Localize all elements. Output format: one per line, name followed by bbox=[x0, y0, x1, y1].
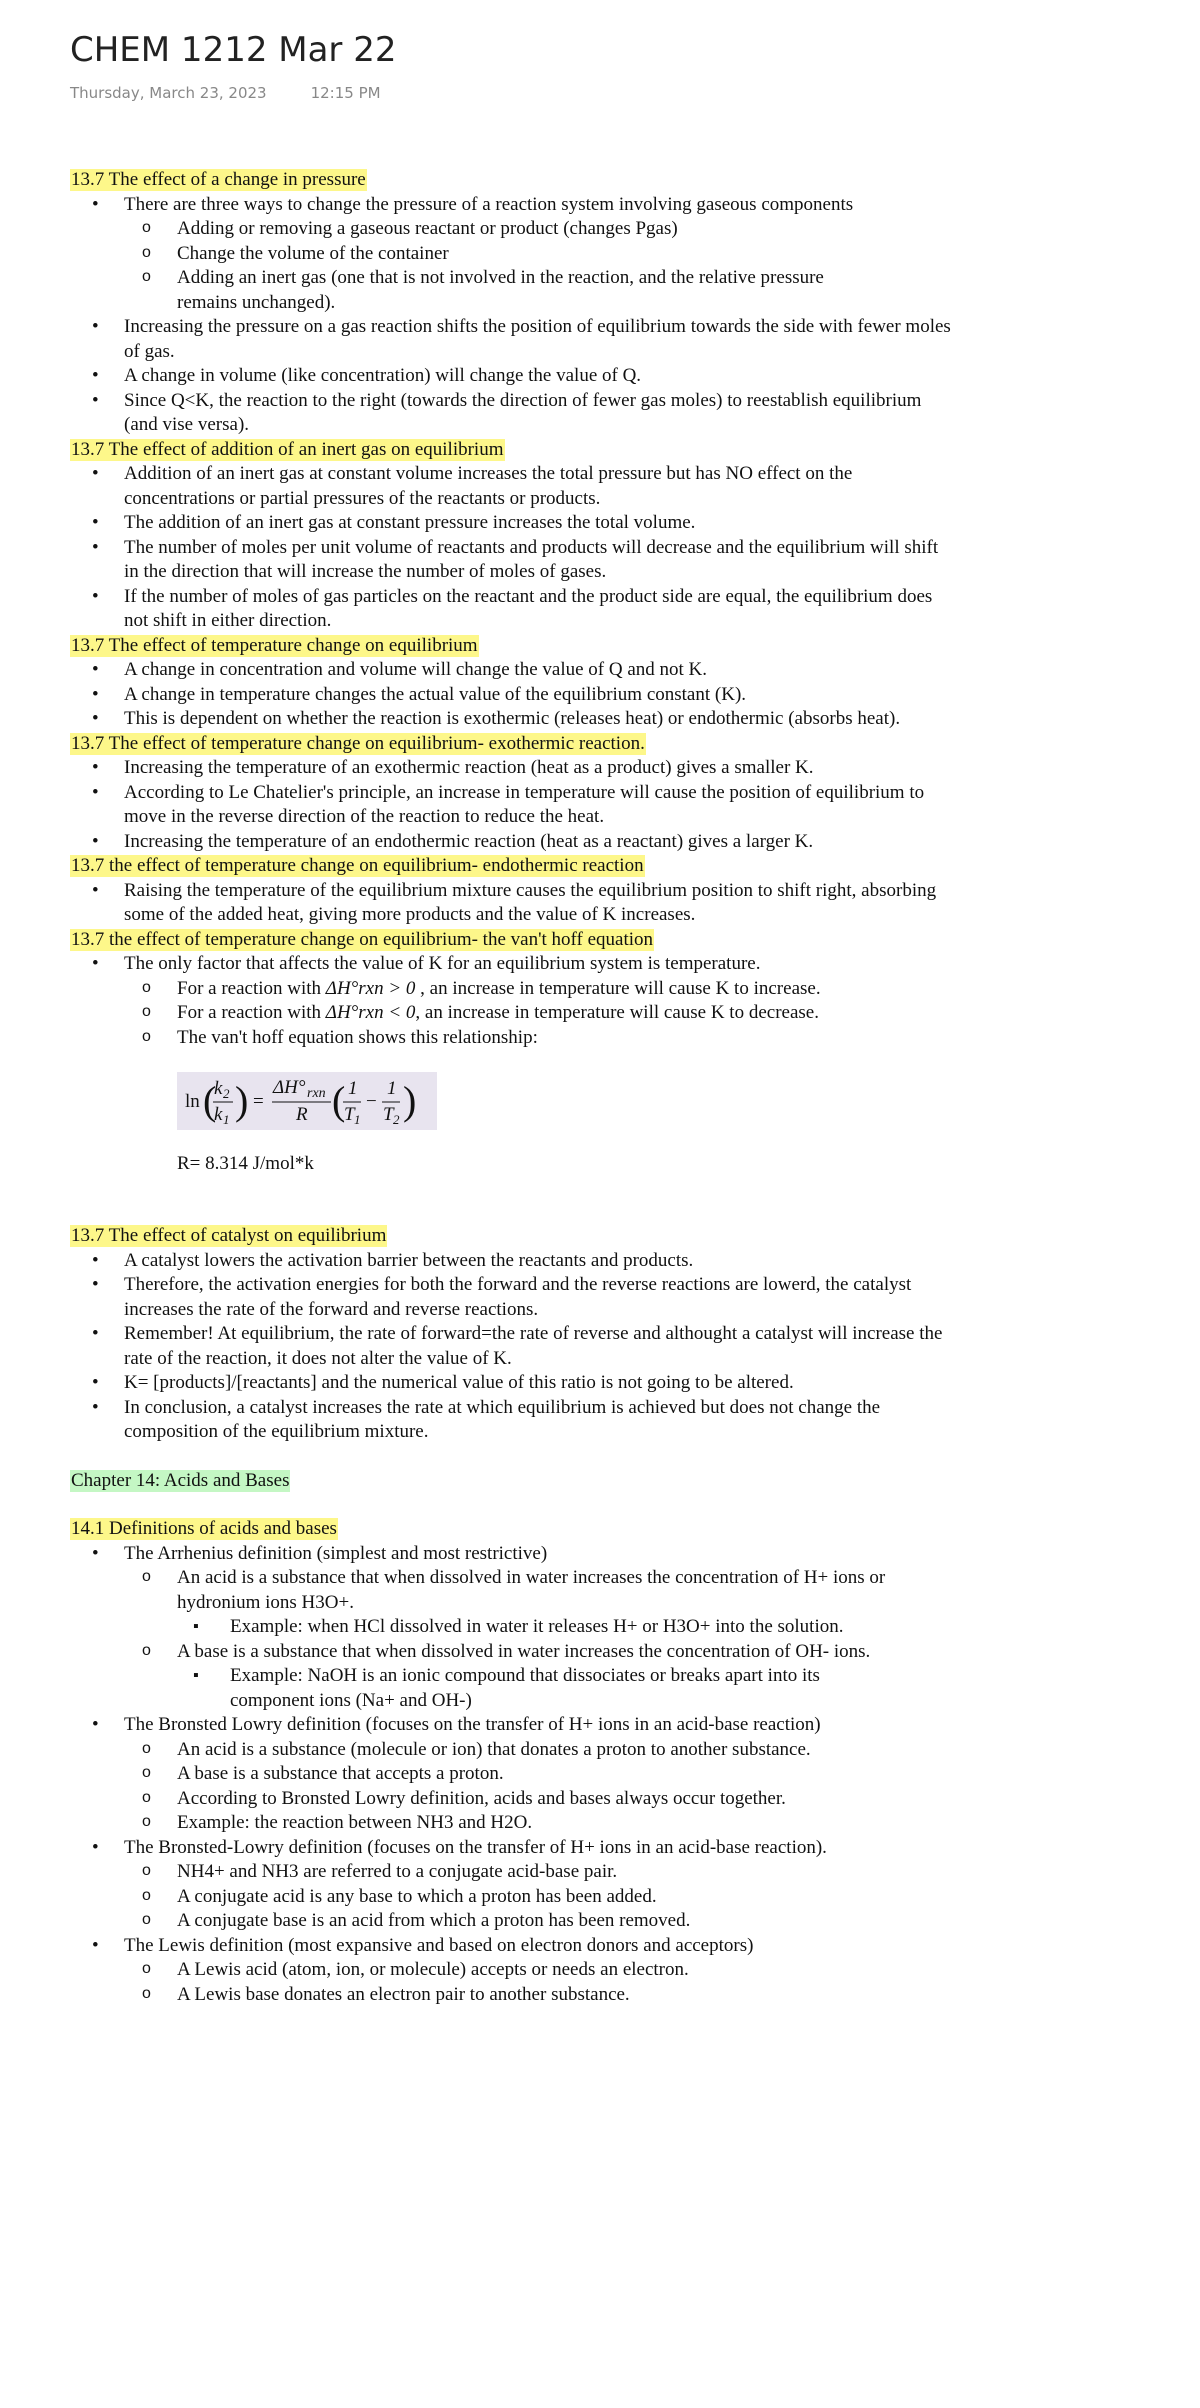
highlighted-heading: 13.7 The effect of temperature change on equilibrium bbox=[71, 634, 478, 656]
svg-text:−: − bbox=[366, 1091, 377, 1112]
spacer bbox=[70, 1493, 1130, 1517]
svg-text:T: T bbox=[344, 1104, 355, 1125]
sub-sub-list-item: ▪ Example: when HCl dissolved in water it releases H+ or H3O+ into the solution. bbox=[177, 1615, 850, 1640]
bullet-list bbox=[70, 1249, 1130, 1445]
list-item: • According to Le Chatelier's principle, an increase in temperature will cause the position of equilibrium to move in the reverse direction of the reaction to reduce the heat. bbox=[70, 781, 954, 830]
text-run: , an increase in temperature will cause K to decrease. bbox=[415, 1002, 819, 1023]
page-date: Thursday, March 23, 2023 bbox=[70, 84, 267, 102]
svg-text:2: 2 bbox=[223, 1086, 230, 1101]
sub-list-item: o Example: the reaction between NH3 and H2O. bbox=[124, 1811, 887, 1836]
page-title: CHEM 1212 Mar 22 bbox=[70, 30, 397, 70]
spacer bbox=[70, 1445, 1130, 1469]
bullet-list bbox=[70, 756, 1130, 854]
sub-bullet-list bbox=[124, 1958, 954, 2007]
svg-text:1: 1 bbox=[223, 1112, 230, 1127]
sub-list-item bbox=[124, 1640, 887, 1714]
list-item: • If the number of moles of gas particles on the reactant and the product side are equal, the equilibrium does not shift in either direction. bbox=[70, 585, 954, 634]
list-item bbox=[70, 1934, 954, 2008]
sub-list-item: o A Lewis acid (atom, ion, or molecule) accepts or needs an electron. bbox=[124, 1958, 887, 1983]
svg-text:1: 1 bbox=[348, 1078, 358, 1099]
list-item-text: The Bronsted Lowry definition (focuses on the transfer of H+ ions in an acid-base reaction) bbox=[124, 1714, 821, 1735]
list-item: • A change in concentration and volume will change the value of Q and not K. bbox=[70, 658, 954, 683]
sub-bullet-list bbox=[124, 977, 954, 1051]
highlighted-heading: 13.7 the effect of temperature change on equilibrium- the van't hoff equation bbox=[71, 928, 654, 950]
equation-graphic bbox=[183, 1074, 431, 1128]
section-heading bbox=[70, 168, 1130, 193]
svg-text:ΔH°: ΔH° bbox=[273, 1077, 306, 1098]
section-heading bbox=[70, 732, 1130, 757]
section-heading bbox=[70, 928, 1130, 953]
sub-list-item bbox=[124, 977, 887, 1002]
bullet-list bbox=[70, 462, 1130, 634]
sub-sub-list-item: ▪ Example: NaOH is an ionic compound that dissociates or breaks apart into its component ions (Na+ and OH-) bbox=[177, 1664, 850, 1713]
highlighted-heading: 13.7 the effect of temperature change on equilibrium- endothermic reaction bbox=[71, 855, 644, 876]
sub-list-item-text: An acid is a substance that when dissolved in water increases the concentration of H+ ions or hydronium ions H3O+. bbox=[177, 1567, 886, 1613]
note-body bbox=[70, 168, 1130, 2007]
svg-text:1: 1 bbox=[354, 1112, 361, 1127]
sub-sub-bullet-list bbox=[177, 1664, 887, 1713]
highlighted-heading: 13.7 The effect of temperature change on equilibrium- exothermic reaction. bbox=[71, 732, 645, 754]
list-item-text: There are three ways to change the pressure of a reaction system involving gaseous components bbox=[124, 193, 854, 215]
bullet-list bbox=[70, 658, 1130, 732]
sub-list-item: o Adding or removing a gaseous reactant or product (changes Pgas) bbox=[124, 217, 887, 242]
sub-list-item: o A conjugate base is an acid from which a proton has been removed. bbox=[124, 1909, 887, 1934]
spacer bbox=[70, 1176, 1130, 1224]
list-item: • The number of moles per unit volume of reactants and products will decrease and the equilibrium will shift in the direction that will increase the number of moles of gases. bbox=[70, 536, 954, 585]
vant-hoff-equation bbox=[177, 1072, 437, 1130]
text-run: For a reaction with bbox=[177, 1002, 326, 1023]
list-item: • Raising the temperature of the equilibrium mixture causes the equilibrium position to shift right, absorbing some of the added heat, giving more products and the value of K increases. bbox=[70, 879, 954, 928]
list-item: • Increasing the temperature of an exothermic reaction (heat as a product) gives a smaller K. bbox=[70, 756, 954, 781]
highlighted-heading: 13.7 The effect of a change in pressure bbox=[71, 169, 366, 190]
list-item-text: The Arrhenius definition (simplest and most restrictive) bbox=[124, 1542, 548, 1564]
list-item-text: The Lewis definition (most expansive and based on electron donors and acceptors) bbox=[124, 1934, 754, 1956]
sub-list-item-text: A base is a substance that when dissolved in water increases the concentration of OH- ions. bbox=[177, 1640, 871, 1662]
svg-text:k: k bbox=[214, 1078, 223, 1099]
svg-text:ln: ln bbox=[185, 1091, 200, 1112]
sub-list-item: o A base is a substance that accepts a proton. bbox=[124, 1762, 887, 1787]
svg-text:R: R bbox=[296, 1104, 308, 1125]
svg-text:(: ( bbox=[332, 1078, 346, 1123]
list-item: • Therefore, the activation energies for both the forward and the reverse reactions are lowerd, the catalyst increases the rate of the forward and reverse reactions. bbox=[70, 1273, 954, 1322]
list-item: • Addition of an inert gas at constant volume increases the total pressure but has NO effect on the concentrations or partial pressures of the reactants or products. bbox=[70, 462, 954, 511]
text-run: For a reaction with bbox=[177, 977, 326, 999]
list-item: • Increasing the pressure on a gas reaction shifts the position of equilibrium towards the side with fewer moles of gas. bbox=[70, 315, 954, 364]
page-time: 12:15 PM bbox=[310, 84, 381, 102]
highlighted-chapter: Chapter 14: Acids and Bases bbox=[71, 1469, 290, 1491]
sub-list-item: o According to Bronsted Lowry definition, acids and bases always occur together. bbox=[124, 1787, 887, 1812]
bullet-list bbox=[70, 193, 1130, 438]
bullet-list bbox=[70, 1542, 1130, 2008]
svg-text:rxn: rxn bbox=[307, 1086, 326, 1101]
sub-list-item: o A Lewis base donates an electron pair to another substance. bbox=[124, 1983, 887, 2008]
math-inline: ΔH°rxn < 0 bbox=[325, 1002, 416, 1023]
list-item: • Increasing the temperature of an endothermic reaction (heat as a reactant) gives a larger K. bbox=[70, 830, 954, 855]
bullet-list bbox=[70, 879, 1130, 928]
list-item: • A catalyst lowers the activation barrier between the reactants and products. bbox=[70, 1249, 954, 1274]
svg-text:1: 1 bbox=[387, 1078, 397, 1099]
svg-text:T: T bbox=[383, 1104, 394, 1125]
sub-list-item bbox=[124, 1566, 887, 1640]
sub-list-item: o A conjugate acid is any base to which a proton has been added. bbox=[124, 1885, 887, 1910]
highlighted-heading: 14.1 Definitions of acids and bases bbox=[71, 1518, 337, 1539]
chapter-heading bbox=[70, 1469, 1130, 1494]
list-item bbox=[70, 952, 954, 1050]
gas-constant: R= 8.314 J/mol*k bbox=[177, 1152, 314, 1174]
list-item: • A change in temperature changes the actual value of the equilibrium constant (K). bbox=[70, 683, 954, 708]
svg-text:): ) bbox=[403, 1078, 417, 1123]
list-item: • The addition of an inert gas at constant pressure increases the total volume. bbox=[70, 511, 954, 536]
svg-text:2: 2 bbox=[393, 1112, 400, 1127]
list-item: • Remember! At equilibrium, the rate of forward=the rate of reverse and althought a catalyst will increase the rate of the reaction, it does not alter the value of K. bbox=[70, 1322, 954, 1371]
sub-bullet-list bbox=[124, 1566, 954, 1713]
list-item: • In conclusion, a catalyst increases the rate at which equilibrium is achieved but does not change the composition of the equilibrium mixture. bbox=[70, 1396, 954, 1445]
bullet-list bbox=[70, 952, 1130, 1050]
list-item bbox=[70, 1836, 954, 1934]
section-heading bbox=[70, 438, 1130, 463]
section-heading bbox=[70, 1224, 1130, 1249]
list-item: • A change in volume (like concentration) will change the value of Q. bbox=[70, 364, 954, 389]
list-item-text: The only factor that affects the value of K for an equilibrium system is temperature. bbox=[124, 953, 761, 974]
section-heading bbox=[70, 634, 1130, 659]
sub-bullet-list bbox=[124, 1738, 954, 1836]
sub-bullet-list bbox=[124, 1860, 954, 1934]
list-item: • This is dependent on whether the reaction is exothermic (releases heat) or endothermic (absorbs heat). bbox=[70, 707, 954, 732]
highlighted-heading: 13.7 The effect of catalyst on equilibrium bbox=[71, 1225, 387, 1246]
list-item: • K= [products]/[reactants] and the numerical value of this ratio is not going to be altered. bbox=[70, 1371, 954, 1396]
sub-list-item: o NH4+ and NH3 are referred to a conjugate acid-base pair. bbox=[124, 1860, 887, 1885]
text-run: , an increase in temperature will cause K to increase. bbox=[415, 977, 821, 999]
sub-list-item: o Adding an inert gas (one that is not involved in the reaction, and the relative pressure remains unchanged). bbox=[124, 266, 887, 315]
svg-text:): ) bbox=[235, 1078, 249, 1123]
list-item-text: The Bronsted-Lowry definition (focuses on the transfer of H+ ions in an acid-base reaction). bbox=[124, 1836, 827, 1858]
sub-list-item: o An acid is a substance (molecule or ion) that donates a proton to another substance. bbox=[124, 1738, 887, 1763]
section-heading bbox=[70, 1517, 1130, 1542]
sub-list-item: o Change the volume of the container bbox=[124, 242, 887, 267]
sub-list-item bbox=[124, 1001, 887, 1026]
svg-text:k: k bbox=[214, 1104, 223, 1125]
math-inline: ΔH°rxn > 0 bbox=[325, 977, 416, 999]
list-item bbox=[70, 1713, 954, 1836]
sub-bullet-list bbox=[124, 217, 954, 315]
list-item: • Since Q<K, the reaction to the right (towards the direction of fewer gas moles) to reestablish equilibrium (and vise versa). bbox=[70, 389, 954, 438]
page-timestamp bbox=[70, 84, 381, 102]
highlighted-heading: 13.7 The effect of addition of an inert gas on equilibrium bbox=[71, 438, 504, 460]
sub-sub-bullet-list bbox=[177, 1615, 887, 1640]
svg-text:=: = bbox=[253, 1091, 264, 1112]
list-item bbox=[70, 1542, 954, 1714]
section-heading bbox=[70, 854, 1130, 879]
equation-block bbox=[70, 1072, 1130, 1138]
list-item bbox=[70, 193, 954, 316]
svg-text:(: ( bbox=[203, 1078, 217, 1123]
sub-list-item: o The van't hoff equation shows this relationship: bbox=[124, 1026, 887, 1051]
